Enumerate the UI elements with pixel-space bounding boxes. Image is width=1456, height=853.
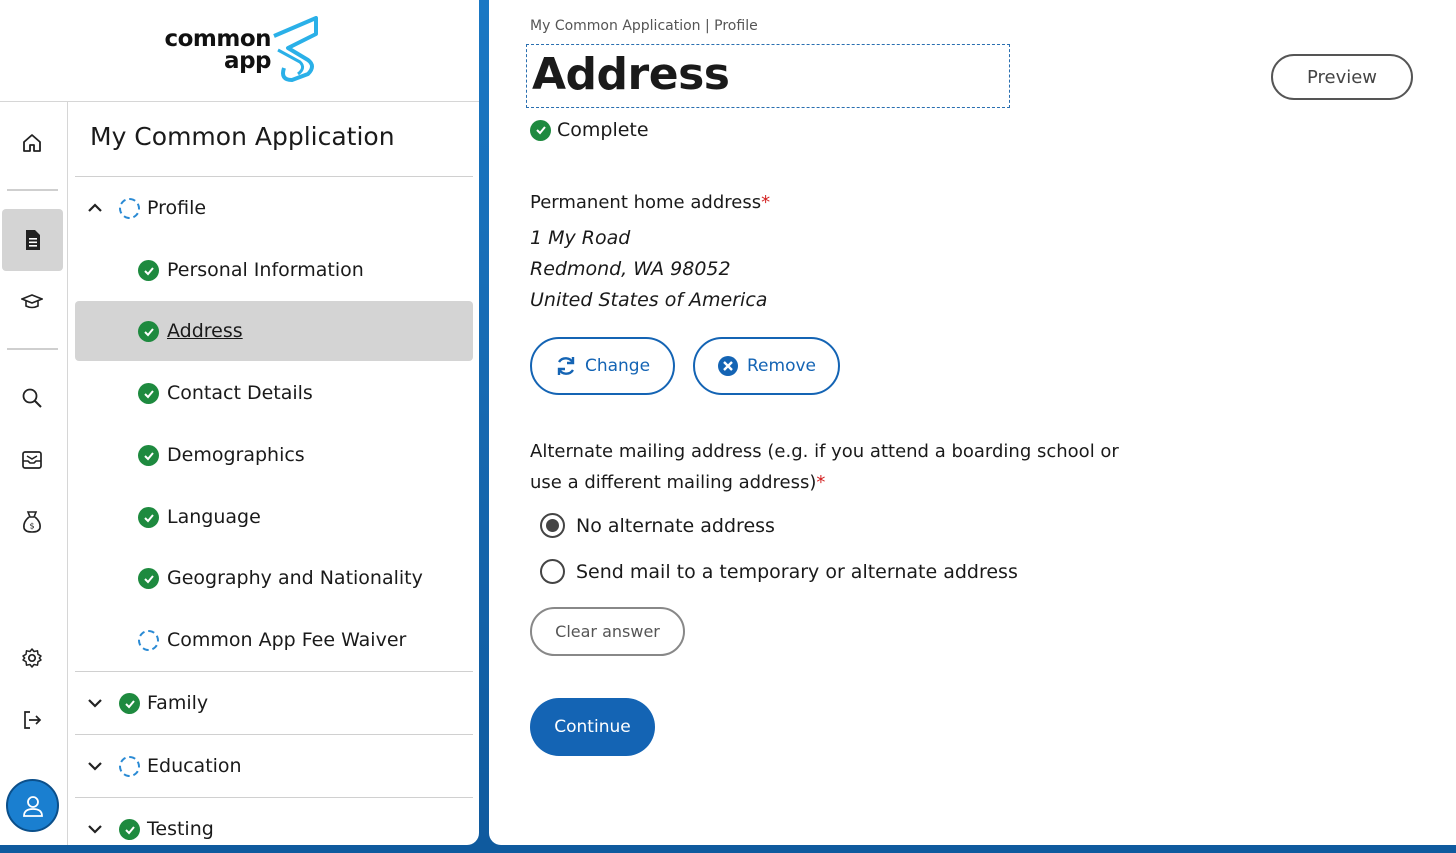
in-progress-icon xyxy=(119,198,140,219)
logo-line2: app xyxy=(224,48,271,74)
rail-divider xyxy=(7,189,58,191)
nav-item-contact-details[interactable] xyxy=(75,363,473,423)
nav-item-label: Demographics xyxy=(167,444,305,466)
alternate-address-label xyxy=(530,436,1119,498)
radio-label: No alternate address xyxy=(576,514,775,537)
common-app-logo[interactable] xyxy=(155,28,271,72)
nav-item-geography-and-nationality[interactable] xyxy=(75,548,473,608)
nav-section-label: Family xyxy=(147,692,209,714)
required-asterisk: * xyxy=(761,192,771,213)
nav-item-personal-information[interactable] xyxy=(75,240,473,300)
status-text: Complete xyxy=(557,119,649,141)
address-line3: United States of America xyxy=(530,289,768,311)
remove-circle-icon xyxy=(717,355,739,377)
logo-mark-icon xyxy=(270,16,320,82)
nav-item-fee-waiver[interactable] xyxy=(75,610,473,670)
nav-item-label: Personal Information xyxy=(167,259,364,281)
nav-divider xyxy=(75,176,473,177)
nav-item-label: Geography and Nationality xyxy=(167,567,423,589)
sign-out-icon[interactable] xyxy=(0,689,64,751)
alternate-label-line1: Alternate mailing address (e.g. if you attend a boarding school or xyxy=(530,441,1119,462)
inbox-icon[interactable] xyxy=(0,429,64,491)
nav-divider xyxy=(75,734,473,735)
clear-answer-button[interactable]: Clear answer xyxy=(530,607,685,656)
complete-check-icon xyxy=(530,120,551,141)
complete-check-icon xyxy=(138,260,159,281)
money-bag-icon[interactable] xyxy=(0,491,64,553)
nav-item-label: Address xyxy=(167,320,243,342)
gear-icon[interactable] xyxy=(0,627,64,689)
logo-line1: common xyxy=(164,26,271,52)
radio-label: Send mail to a temporary or alternate address xyxy=(576,560,1018,583)
home-icon[interactable] xyxy=(0,112,64,174)
breadcrumb: My Common Application | Profile xyxy=(530,18,758,34)
nav-divider xyxy=(75,797,473,798)
logo-area xyxy=(0,0,479,102)
preview-button[interactable]: Preview xyxy=(1271,54,1413,100)
change-address-button[interactable] xyxy=(530,337,675,395)
address-line2: Redmond, WA 98052 xyxy=(530,258,731,280)
complete-check-icon xyxy=(119,693,140,714)
nav-section-family[interactable] xyxy=(75,673,473,733)
nav-item-label: Contact Details xyxy=(167,382,313,404)
chevron-down-icon xyxy=(87,821,103,837)
svg-text:$: $ xyxy=(29,521,35,531)
complete-check-icon xyxy=(138,383,159,404)
nav-section-education[interactable] xyxy=(75,736,473,796)
document-icon[interactable] xyxy=(2,209,63,271)
complete-check-icon xyxy=(119,819,140,840)
address-line1: 1 My Road xyxy=(530,227,631,249)
nav-section-profile[interactable] xyxy=(75,178,473,238)
continue-button[interactable]: Continue xyxy=(530,698,655,756)
permanent-address-label-text: Permanent home address xyxy=(530,192,762,213)
radio-send-alternate[interactable] xyxy=(540,559,1018,584)
search-icon[interactable] xyxy=(0,367,64,429)
user-icon xyxy=(22,794,44,818)
refresh-icon xyxy=(555,355,577,377)
user-avatar-button[interactable] xyxy=(6,779,59,832)
remove-button-label: Remove xyxy=(747,356,816,376)
nav-title: My Common Application xyxy=(90,122,395,151)
complete-check-icon xyxy=(138,321,159,342)
icon-rail xyxy=(0,102,68,845)
permanent-address-value xyxy=(530,223,767,316)
required-asterisk: * xyxy=(816,472,826,493)
change-button-label: Change xyxy=(584,356,651,376)
nav-item-address[interactable] xyxy=(75,301,473,361)
main-content xyxy=(489,0,1456,845)
sidebar xyxy=(0,0,479,845)
complete-check-icon xyxy=(138,568,159,589)
nav-item-demographics[interactable] xyxy=(75,425,473,485)
nav-section-label: Education xyxy=(147,755,242,777)
page-title-container xyxy=(526,44,1010,108)
nav-section-label: Profile xyxy=(147,197,207,219)
complete-check-icon xyxy=(138,445,159,466)
graduation-cap-icon[interactable] xyxy=(0,271,64,333)
radio-no-alternate[interactable] xyxy=(540,513,775,538)
application-nav xyxy=(69,102,479,845)
permanent-address-label xyxy=(530,187,770,218)
page-title: Address xyxy=(532,49,730,100)
chevron-up-icon xyxy=(87,200,103,216)
chevron-down-icon xyxy=(87,758,103,774)
nav-item-label: Common App Fee Waiver xyxy=(167,629,407,651)
radio-button-selected[interactable] xyxy=(540,513,565,538)
in-progress-icon xyxy=(119,756,140,777)
nav-item-label: Language xyxy=(167,506,261,528)
nav-section-testing[interactable] xyxy=(75,799,473,845)
rail-divider xyxy=(7,348,58,350)
in-progress-icon xyxy=(138,630,159,651)
section-status xyxy=(530,119,649,141)
alternate-label-line2: use a different mailing address) xyxy=(530,472,817,493)
chevron-down-icon xyxy=(87,695,103,711)
complete-check-icon xyxy=(138,507,159,528)
nav-divider xyxy=(75,671,473,672)
nav-section-label: Testing xyxy=(147,818,214,840)
radio-button[interactable] xyxy=(540,559,565,584)
remove-address-button[interactable] xyxy=(693,337,840,395)
nav-item-language[interactable] xyxy=(75,487,473,547)
